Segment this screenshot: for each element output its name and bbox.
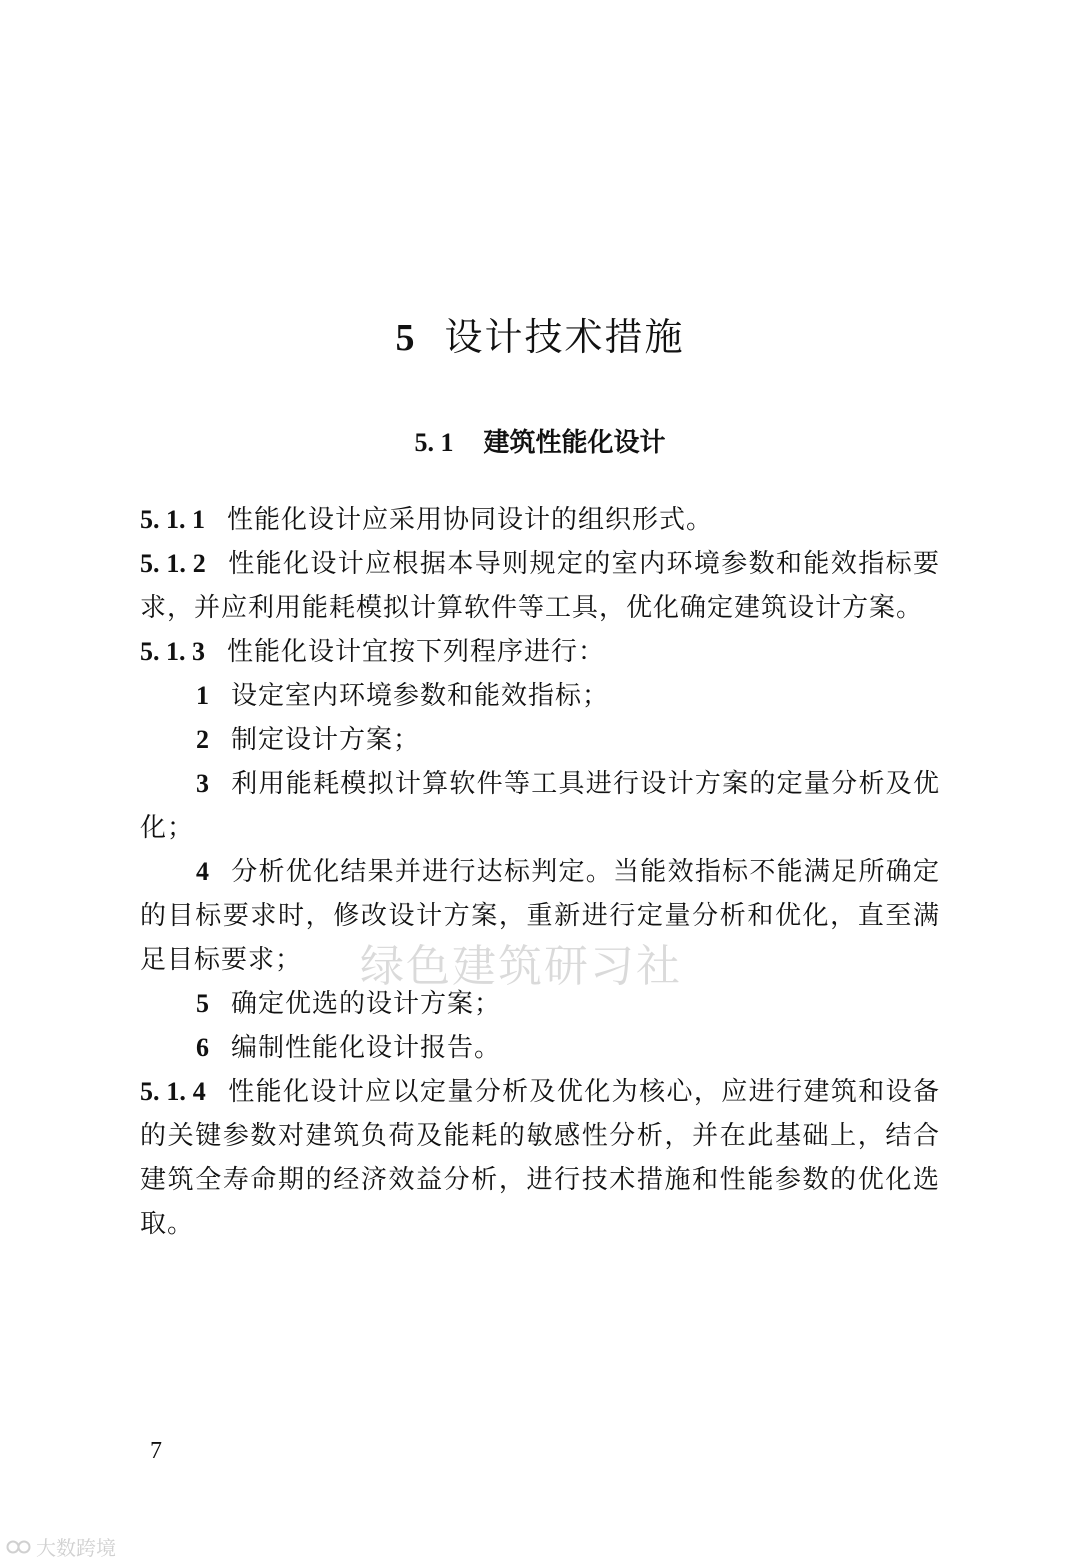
item-number: 5 xyxy=(196,989,209,1018)
list-item xyxy=(140,762,940,850)
item-number: 6 xyxy=(196,1033,209,1062)
clause-number: 5. 1. 4 xyxy=(140,1077,206,1106)
clause-number: 5. 1. 1 xyxy=(140,505,205,534)
item-text: 编制性能化设计报告。 xyxy=(231,1033,502,1063)
chapter-title xyxy=(0,306,1080,361)
list-item xyxy=(140,1026,940,1070)
clause-text: 性能化设计宜按下列程序进行： xyxy=(227,637,606,667)
section-title-text: 建筑性能化设计 xyxy=(483,428,666,458)
item-text: 确定优选的设计方案； xyxy=(231,989,502,1019)
chapter-title-text: 设计技术措施 xyxy=(444,315,685,359)
item-number: 1 xyxy=(196,681,209,710)
logo-mark-icon xyxy=(6,1537,32,1557)
list-item xyxy=(140,718,940,762)
clause-5-1-1 xyxy=(140,498,940,542)
item-number: 4 xyxy=(196,857,209,886)
section-title xyxy=(0,422,1080,459)
item-text: 制定设计方案； xyxy=(231,725,421,755)
item-text: 利用能耗模拟计算软件等工具进行设计方案的定量分析及优化； xyxy=(140,769,940,843)
footer-logo-text: 大数跨境 xyxy=(36,1536,116,1560)
item-text: 设定室内环境参数和能效指标； xyxy=(231,681,610,711)
clause-text: 性能化设计应采用协同设计的组织形式。 xyxy=(227,505,714,535)
clause-number: 5. 1. 3 xyxy=(140,637,205,666)
clause-text: 性能化设计应根据本导则规定的室内环境参数和能效指标要求，并应利用能耗模拟计算软件等工具，优化确定建筑设计方案。 xyxy=(140,549,940,623)
watermark-text: 绿色建筑研习社 xyxy=(360,941,682,992)
page-number: 7 xyxy=(150,1438,162,1464)
clause-number: 5. 1. 2 xyxy=(140,549,206,578)
item-number: 2 xyxy=(196,725,209,754)
item-number: 3 xyxy=(196,769,209,798)
chapter-number: 5 xyxy=(395,317,417,359)
item-text: 分析优化结果并进行达标判定。当能效指标不能满足所确定的目标要求时，修改设计方案，重新进行定量分析和优化，直至满足目标要求； xyxy=(140,857,940,975)
clause-5-1-3 xyxy=(140,630,940,674)
clause-5-1-2 xyxy=(140,542,940,630)
list-item xyxy=(140,674,940,718)
footer-logo xyxy=(6,1532,116,1561)
clause-text: 性能化设计应以定量分析及优化为核心，应进行建筑和设备的关键参数对建筑负荷及能耗的敏感性分析，并在此基础上，结合建筑全寿命期的经济效益分析，进行技术措施和性能参数的优化选取。 xyxy=(140,1077,940,1239)
section-number: 5. 1 xyxy=(414,428,454,457)
document-body xyxy=(140,498,940,1246)
clause-5-1-4 xyxy=(140,1070,940,1246)
